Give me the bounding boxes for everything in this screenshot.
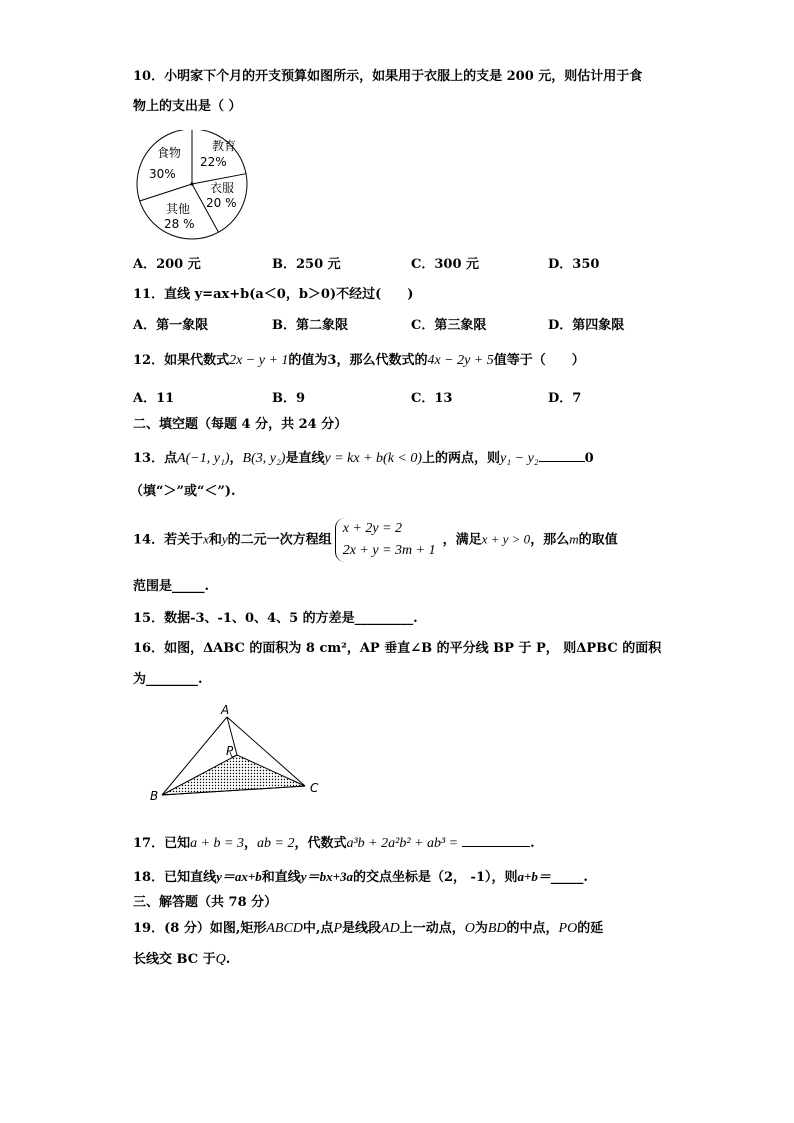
pie-pct-other: 28 % xyxy=(164,217,195,231)
q19-text-f: 的中点， xyxy=(506,921,559,936)
q12-expr2: 4x − 2y + 5 xyxy=(427,353,494,368)
q17-pre: 17．已知 xyxy=(133,836,191,851)
q15-stem: 15．数据-3、-1、0、4、5 的方差是_________. xyxy=(133,611,418,626)
q19-text-i: . xyxy=(225,952,231,967)
q19-line2 xyxy=(133,951,230,969)
q19-text-b: 中,点 xyxy=(302,921,334,936)
q18-line2-eq: y＝bx+3a xyxy=(300,869,353,884)
pie-label-clothing: 衣服 xyxy=(210,181,235,195)
q11-option-a[interactable]: A．第一象限 xyxy=(133,318,209,333)
section-3-heading: 三、解答题（共 78 分） xyxy=(133,895,278,910)
q16-stem-line1: 16．如图，ΔABC 的面积为 8 cm²，AP 垂直∠B 的平分线 BP 于 P， 则ΔPBC 的面积 xyxy=(133,641,662,656)
q14-stem xyxy=(133,518,618,562)
q19-ad: AD xyxy=(381,921,400,936)
q10-option-c[interactable]: C．300 元 xyxy=(411,257,480,272)
q19-text-e: 为 xyxy=(474,921,488,936)
q13-tail: 0 xyxy=(584,451,594,466)
q12-pre: 12．如果代数式 xyxy=(133,353,230,368)
q14-and: 和 xyxy=(208,532,222,548)
q17-answer-blank[interactable] xyxy=(462,832,530,847)
q19-q: Q xyxy=(215,952,226,967)
q17-mid: ，代数式 xyxy=(294,836,347,851)
triangle-figure xyxy=(145,700,335,810)
q10-option-a[interactable]: A．200 元 xyxy=(133,257,201,272)
equation-system xyxy=(335,518,440,562)
q14-pre: 14．若关于 xyxy=(133,532,204,548)
pie-label-education: 教育 xyxy=(212,139,237,153)
section-2-heading: 二、填空题（每题 4 分，共 24 分） xyxy=(133,417,348,432)
q17-post: . xyxy=(530,836,535,851)
q19-text-d: 上一动点， xyxy=(399,921,465,936)
q13-comma: ， xyxy=(229,451,243,466)
q14-var-m: m xyxy=(569,531,579,547)
q17-e1: a + b = 3 xyxy=(190,836,244,851)
q12-option-c[interactable]: C．13 xyxy=(411,391,453,406)
q18-and: 和直线 xyxy=(261,870,301,885)
q19-text-a: 19．(8 分）如图,矩形 xyxy=(133,921,267,936)
q12-mid: 的值为3，那么代数式的 xyxy=(288,353,428,368)
q13-point-a: A(−1, y₁) xyxy=(177,451,230,466)
q19-po: PO xyxy=(558,921,578,936)
q13-diff: y₁ − y₂ xyxy=(500,451,539,466)
q17-sep: ， xyxy=(244,836,258,851)
q14-cond: x + y > 0 xyxy=(481,531,531,547)
q11-option-b[interactable]: B．第二象限 xyxy=(272,318,348,333)
q19-text-g: 的延 xyxy=(577,921,604,936)
label-c: C xyxy=(310,781,319,795)
q12-option-b[interactable]: B．9 xyxy=(272,391,306,406)
q18-stem xyxy=(133,868,588,887)
q13-stem xyxy=(133,447,594,468)
pie-label-food: 食物 xyxy=(157,146,182,160)
q16-stem-line2: 为________. xyxy=(133,672,203,687)
pie-chart xyxy=(130,130,260,248)
pie-pct-education: 22% xyxy=(200,155,227,169)
q17-e2: ab = 2 xyxy=(257,836,295,851)
q13-mid2: 上的两点，则 xyxy=(422,451,501,466)
q11-option-d[interactable]: D．第四象限 xyxy=(548,318,625,333)
q10-option-d[interactable]: D．350 xyxy=(548,257,600,272)
label-p: P xyxy=(226,744,234,758)
q14-line2: 范围是_____. xyxy=(133,579,210,594)
q11-stem: 11．直线 y=ax+b(a＜0，b＞0)不经过( ) xyxy=(133,287,414,302)
pie-label-other: 其他 xyxy=(166,202,191,216)
q13-line-eq: y = kx + b(k < 0) xyxy=(324,451,423,466)
q19-line1 xyxy=(133,920,603,938)
label-a: A xyxy=(221,703,230,717)
q17-stem xyxy=(133,832,535,853)
q17-expr: a³b + 2a²b² + ab³ = xyxy=(346,836,459,851)
q10-option-b[interactable]: B．250 元 xyxy=(272,257,341,272)
q18-mid: 的交点坐标是（2， -1），则 xyxy=(352,870,518,885)
q10-stem-line1: 10．小明家下个月的开支预算如图所示，如果用于衣服上的支是 200 元，则估计用于食 xyxy=(133,69,643,84)
q18-a-plus-b: a+b＝ xyxy=(517,869,551,884)
q14-mid: 的二元一次方程组 xyxy=(227,532,332,548)
q19-abcd: ABCD xyxy=(266,921,303,936)
q12-post: 值等于（ ） xyxy=(493,353,585,368)
label-b: B xyxy=(150,789,159,803)
q14-cond-pre: ，满足 xyxy=(442,532,482,548)
q19-o: O xyxy=(464,921,475,936)
q14-eq2: 2x + y = 3m + 1 xyxy=(342,543,436,558)
q11-option-c[interactable]: C．第三象限 xyxy=(411,318,487,333)
shaded-triangle-pbc xyxy=(162,755,305,795)
pie-pct-food: 30% xyxy=(149,167,176,181)
pie-pct-clothing: 20 % xyxy=(206,196,237,210)
q12-option-d[interactable]: D．7 xyxy=(548,391,582,406)
q13-point-b: B(3, y₂) xyxy=(242,451,286,466)
q14-var-y: y xyxy=(221,531,228,547)
q14-cond-post: ，那么 xyxy=(530,532,570,548)
q18-pre: 18．已知直线 xyxy=(133,870,217,885)
q19-bd: BD xyxy=(487,921,507,936)
q12-expr1: 2x − y + 1 xyxy=(229,353,289,368)
q19-text-h: 长线交 BC 于 xyxy=(133,952,216,967)
q13-answer-blank[interactable] xyxy=(539,447,585,462)
pie-center xyxy=(190,182,193,185)
q12-option-a[interactable]: A．11 xyxy=(133,391,175,406)
q19-text-c: 是线段 xyxy=(342,921,382,936)
q14-tail: 的取值 xyxy=(578,532,618,548)
q12-stem xyxy=(133,352,585,370)
q14-eq1: x + 2y = 2 xyxy=(342,521,403,536)
q13-line2: （填“＞”或“＜”). xyxy=(130,484,236,499)
q18-post: _____. xyxy=(550,870,588,885)
q13-pre: 13．点 xyxy=(133,451,178,466)
q18-line1-eq: y＝ax+b xyxy=(216,869,262,884)
q13-mid: 是直线 xyxy=(285,451,325,466)
q10-stem-line2: 物上的支出是（ ） xyxy=(133,99,242,114)
q19-p: P xyxy=(333,921,342,936)
q14-var-x: x xyxy=(203,531,209,547)
